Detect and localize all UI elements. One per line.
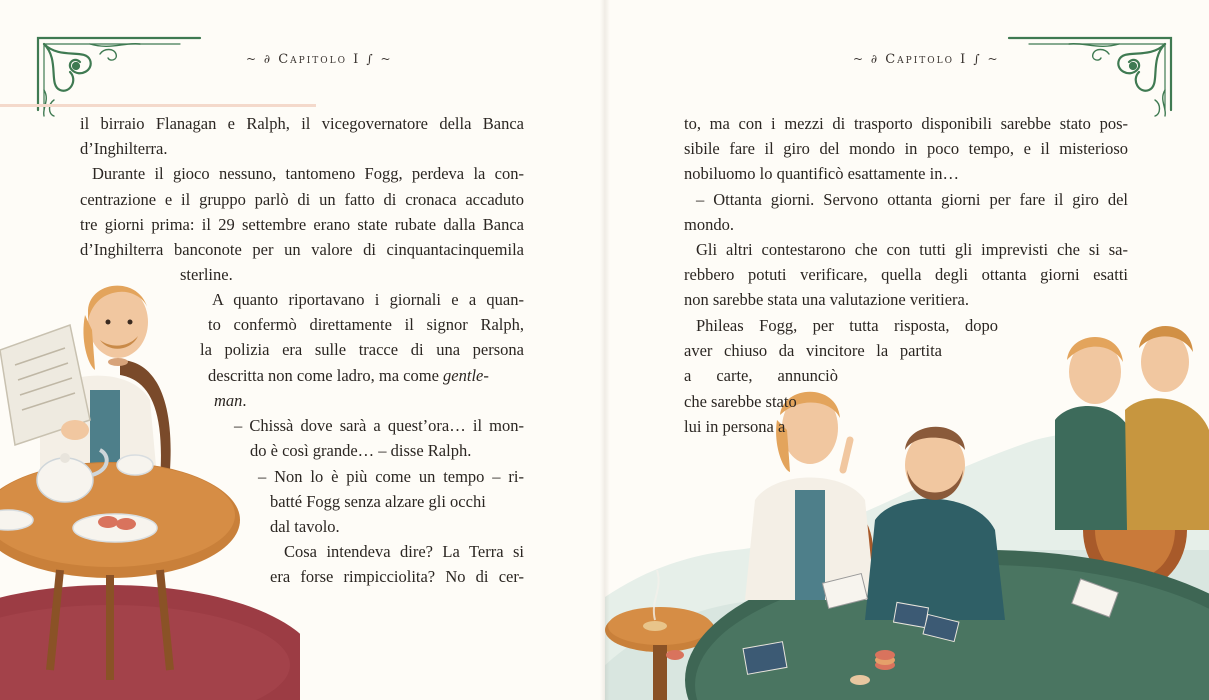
left-page <box>0 0 604 700</box>
text-line: rebbero potuti verificare, quella degli ottanta giorni esatti <box>684 265 1128 285</box>
left-text-block-dialogue <box>234 413 524 463</box>
text-line: sibile fare il giro del mondo in poco tempo, e il misterioso <box>684 139 1128 159</box>
text-line: Gli altri contestarono che con tutti gli imprevisti che si sa- <box>696 240 1128 260</box>
text-italic: gentle- <box>443 365 489 385</box>
right-text-block <box>684 111 1128 313</box>
text-line <box>200 388 524 413</box>
text-line: mondo. <box>684 214 734 234</box>
left-text-block-final <box>270 539 524 589</box>
text-line: sterline. <box>180 265 233 285</box>
chapter-header <box>246 52 393 67</box>
right-page <box>605 0 1209 700</box>
text-line: Durante il gioco nessuno, tantomeno Fogg, perdeva la con- <box>92 164 524 184</box>
text-line: Phileas Fogg, per tutta risposta, dopo <box>696 316 998 335</box>
text-line: aver chiuso da vincitore la partita <box>684 341 942 361</box>
text-line: il birraio Flanagan e Ralph, il vicegovernatore della Banca <box>80 114 524 133</box>
text-line: batté Fogg senza alzare gli occhi <box>270 492 486 512</box>
text-segment: descritta non come ladro, ma come <box>208 365 439 385</box>
text-line: – Chissà dove sarà a quest’ora… il mon- <box>234 416 524 435</box>
header-flourish-icon: ~ ∂ <box>246 52 273 66</box>
corner-ornament-icon <box>999 30 1179 120</box>
right-text-block-wrapped <box>684 313 998 439</box>
text-italic: man <box>214 390 243 410</box>
chapter-title: Capitolo I <box>278 52 361 67</box>
text-line: d’Inghilterra. <box>80 139 168 159</box>
text-line: – Non lo è più come un tempo – ri- <box>258 467 524 486</box>
text-line: non sarebbe stata una valutazione veritiera. <box>684 290 969 310</box>
text-line: A quanto riportavano i giornali e a quan- <box>212 290 524 309</box>
header-flourish-icon: ~ ∂ <box>853 52 880 66</box>
text-line: to, ma con i mezzi di trasporto disponibili sarebbe stato pos- <box>684 114 1128 133</box>
header-flourish-icon: ∫ ~ <box>973 52 1000 66</box>
text-line: nobiluomo lo quantificò esattamente in… <box>684 164 959 184</box>
text-line: centrazione e il gruppo parlò di un fatto di cronaca accaduto <box>80 189 524 209</box>
left-text-block-indented <box>200 287 524 413</box>
text-line: d’Inghilterra banconote per un valore di cinquantacinquemila <box>80 240 524 260</box>
text-line: era forse rimpicciolita? No di cer- <box>270 567 524 587</box>
text-line: che sarebbe stato <box>684 391 797 411</box>
text-line: to confermò direttamente il signor Ralph, <box>208 315 524 335</box>
left-text-block-dialogue-2 <box>258 464 524 540</box>
book-gutter <box>600 0 610 700</box>
left-text-block <box>80 111 524 287</box>
text-line: do è così grande… – disse Ralph. <box>250 441 472 461</box>
chapter-header <box>853 52 1000 67</box>
text-line: dal tavolo. <box>270 517 340 537</box>
chapter-title: Capitolo I <box>885 52 968 67</box>
text-line: Cosa intendeva dire? La Terra si <box>284 542 524 561</box>
text-segment: . <box>242 390 247 410</box>
text-line: tre giorni prima: il 29 settembre erano state rubate dalla Banca <box>80 214 524 234</box>
text-line: – Ottanta giorni. Servono ottanta giorni per fare il giro del <box>696 189 1128 209</box>
text-line: la polizia era sulle tracce di una persona <box>200 340 524 360</box>
header-flourish-icon: ∫ ~ <box>366 52 393 66</box>
text-line: a carte, annunciò <box>684 366 838 386</box>
text-line: lui in persona a <box>684 416 786 436</box>
text-line <box>200 363 524 388</box>
decorative-rule <box>0 104 316 107</box>
